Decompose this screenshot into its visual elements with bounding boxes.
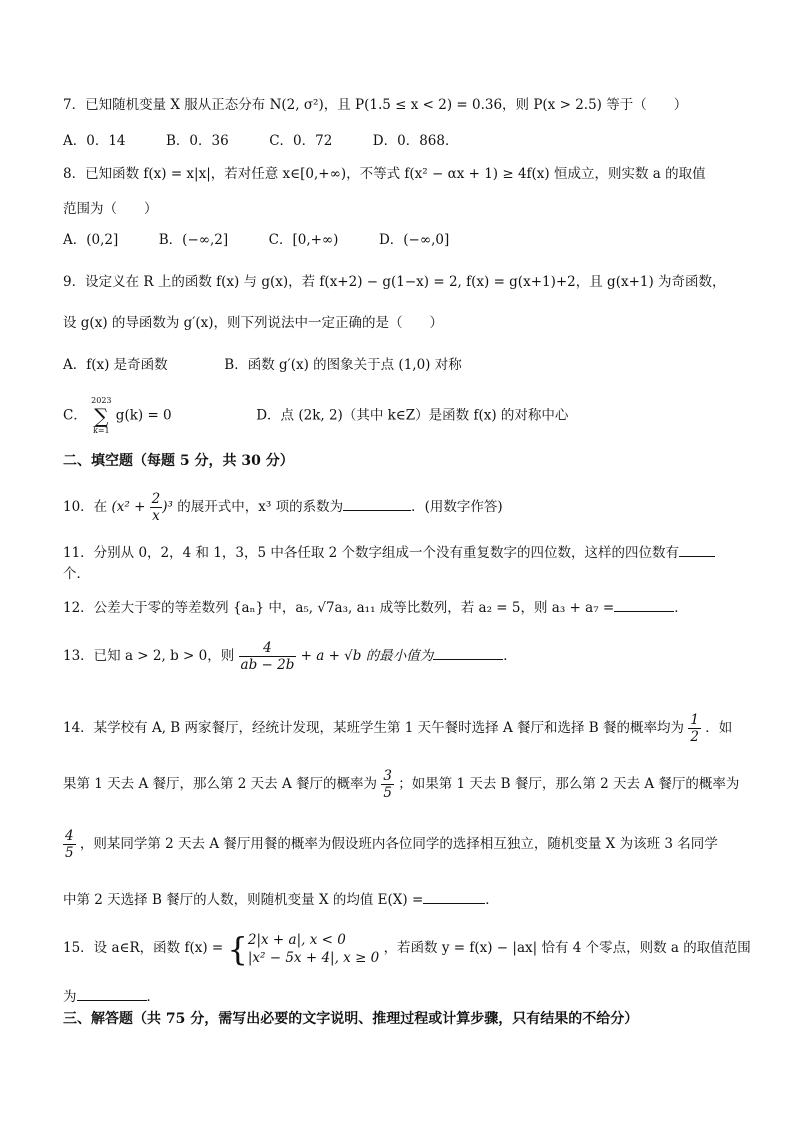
- q8-stem-cont: 范围为（ ）: [63, 201, 158, 217]
- q9-stem: 9．设定义在 R 上的函数 f(x) 与 g(x)，若 f(x+2) − g(1−x) = 2, f(x) = g(x+1)+2，且 g(x+1) 为奇函数，: [63, 274, 726, 290]
- q15-cont: 为 ．: [63, 986, 731, 1006]
- answer-blank[interactable]: [614, 597, 674, 612]
- fraction: $\frac{2}{x}$: [151, 491, 161, 524]
- section-2-heading: 二、填空题（每题 5 分，共 30 分）: [63, 453, 294, 469]
- q9-option-c: g(k) = 0: [115, 407, 172, 424]
- q9-option-c-label: C．: [63, 407, 87, 424]
- q9-stem-cont: 设 g(x) 的导函数为 g′(x)，则下列说法中一定正确的是（ ）: [63, 315, 444, 331]
- summation-symbol: 2023 ∑ k=1: [91, 396, 112, 435]
- answer-blank[interactable]: [433, 645, 503, 660]
- q12: 12．公差大于零的等差数列 {aₙ} 中，a₅, √7a₃, a₁₁ 成等比数列，若 a₂ = 5，则 a₃ + a₇ = ．: [63, 597, 731, 617]
- q9-option-a: A．f(x) 是奇函数: [63, 357, 168, 373]
- answer-blank[interactable]: [343, 496, 411, 511]
- answer-blank[interactable]: [679, 542, 715, 557]
- q9-option-d: D．点 (2k, 2)（其中 k∈Z）是函数 f(x) 的对称中心: [256, 407, 569, 424]
- q9-option-b: B．函数 g′(x) 的图象关于点 (1,0) 对称: [224, 357, 462, 373]
- q14-line-2: 果第 1 天去 A 餐厅，那么第 2 天去 A 餐厅的概率为 $\frac{3}{5}$ ；如果第 1 天去 B 餐厅，那么第 2 天去 A 餐厅的概率为: [63, 768, 740, 801]
- answer-blank[interactable]: [423, 889, 485, 904]
- q15: 15．设 a∈R，函数 f(x) = { 2|x + a|, x < 0 |x² − 5x + 4|, x ≥ 0 ，若函数 y = f(x) − |ax| 恰有 4 个零点，则数 a 的取值范围: [63, 930, 751, 968]
- q10: 10．在 (x² + $\frac{2}{x}$ )³ 的展开式中，x³ 项的系数为 ．(用数字作答): [63, 491, 503, 524]
- fraction: $\frac{3}{5}$: [383, 768, 392, 801]
- q13: 13．已知 a > 2, b > 0，则 $\frac{4}{ab - 2b}$ + a + √b 的最小值为 ．: [63, 640, 517, 673]
- q7-stem: 7．已知随机变量 X 服从正态分布 N(2, σ²)，且 P(1.5 ≤ x < 2) = 0.36，则 P(x > 2.5) 等于（ ）: [63, 97, 688, 113]
- q11: 11．分别从 0，2，4 和 1，3，5 中各任取 2 个数字组成一个没有重复数字的四位数，这样的四位数有: [63, 542, 731, 562]
- fraction: $\frac{4}{ab - 2b}$: [240, 640, 295, 673]
- q9-options-ab: [63, 356, 731, 374]
- q14-line-4: 中第 2 天选择 B 餐厅的人数，则随机变量 X 的均值 E(X) = ．: [63, 889, 731, 909]
- section-3-heading: 三、解答题（共 75 分，需写出必要的文字说明、推理过程或计算步骤，只有结果的不给分）: [63, 1011, 639, 1027]
- fraction: $\frac{4}{5}$: [65, 828, 74, 861]
- q14-line-1: 14．某学校有 A, B 两家餐厅，经统计发现，某班学生第 1 天午餐时选择 A 餐厅和选择 B 餐的概率均为 $\frac{1}{2}$ ．如: [63, 712, 733, 745]
- answer-blank[interactable]: [77, 986, 147, 1001]
- fraction: $\frac{1}{2}$: [690, 712, 699, 745]
- q8-stem: 8．已知函数 f(x) = x|x|，若对任意 x∈[0,+∞)，不等式 f(x² − αx + 1) ≥ 4f(x) 恒成立，则实数 a 的取值: [63, 166, 706, 182]
- q11-cont: 个．: [63, 566, 90, 582]
- piecewise-function: { 2|x + a|, x < 0 |x² − 5x + 4|, x ≥ 0: [227, 930, 380, 968]
- q7-options: A．0．14 B．0．36 C．0．72 D．0．868．: [63, 133, 459, 149]
- q9-options-cd: [63, 396, 731, 436]
- q8-options: A．(0,2] B．(−∞,2] C．[0,+∞) D．(−∞,0]: [63, 232, 450, 248]
- q14-line-3: $\frac{4}{5}$ ，则某同学第 2 天去 A 餐厅用餐的概率为假设班内各位同学的选择相互独立，随机变量 X 为该班 3 名同学: [65, 828, 718, 861]
